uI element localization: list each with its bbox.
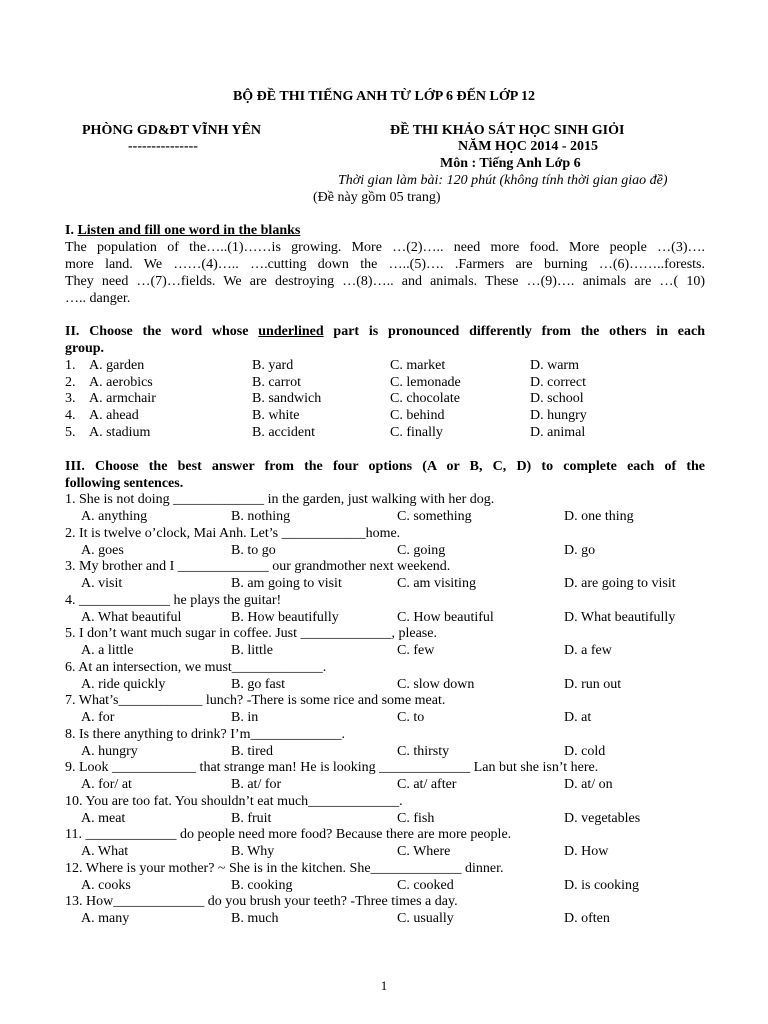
passage-line-4: ….. danger. bbox=[65, 291, 131, 306]
page-number: 1 bbox=[380, 978, 388, 993]
question-options bbox=[65, 843, 725, 860]
question-stem: 2. It is twelve o’clock, Mai Anh. Let’s ____________home. bbox=[65, 525, 401, 541]
option-c: C. thirsty bbox=[397, 743, 450, 759]
section-2-heading bbox=[65, 323, 705, 340]
option-c: C. slow down bbox=[397, 676, 475, 692]
question-stem: 7. What’s____________ lunch? -There is some rice and some meat. bbox=[65, 693, 446, 708]
option-c: C. few bbox=[397, 643, 435, 658]
option-d: D. cold bbox=[564, 743, 606, 759]
item-number: 4. bbox=[65, 408, 76, 424]
question-stem: 4. _____________ he plays the guitar! bbox=[65, 592, 282, 608]
option-d: D. animal bbox=[530, 424, 586, 440]
option-c: C. market bbox=[390, 358, 446, 373]
section-1-number: I. bbox=[65, 223, 78, 238]
option-b: B. sandwich bbox=[252, 391, 322, 407]
question-stem: 11. _____________ do people need more food? Because there are more people. bbox=[65, 827, 512, 842]
question-options bbox=[65, 642, 725, 659]
section-2-title-part: part is pronounced differently from the others in each bbox=[323, 324, 705, 339]
passage-line-2: more land. We ……(4)….. ….cutting down the …..(5)…. .Farmers are burning …(6)……..forests. bbox=[65, 257, 705, 272]
option-b: B. cooking bbox=[231, 877, 293, 893]
question-stem: 1. She is not doing _____________ in the garden, just walking with her dog. bbox=[65, 492, 495, 507]
option-a: A. What bbox=[81, 844, 129, 859]
page-count-note: (Đề này gồm 05 trang) bbox=[313, 190, 441, 205]
section-2-title-underlined: underlined bbox=[258, 324, 324, 339]
option-a: A. garden bbox=[89, 358, 145, 373]
section-1-heading bbox=[65, 222, 705, 239]
option-b: B. in bbox=[231, 710, 259, 725]
option-a: A. What beautiful bbox=[81, 609, 182, 625]
option-d: D. is cooking bbox=[564, 877, 640, 893]
option-b: B. to go bbox=[231, 542, 276, 558]
option-d: D. vegetables bbox=[564, 810, 641, 826]
option-d: D. are going to visit bbox=[564, 576, 676, 591]
item-number: 2. bbox=[65, 374, 76, 390]
question-options bbox=[65, 709, 725, 726]
option-d: D. How bbox=[564, 844, 609, 859]
item-number: 5. bbox=[65, 424, 76, 440]
option-a: A. for/ at bbox=[81, 777, 132, 792]
option-c: C. going bbox=[397, 542, 446, 558]
option-b: B. little bbox=[231, 643, 273, 658]
section-3-heading-cont: following sentences. bbox=[65, 476, 184, 491]
question-stem: 5. I don’t want much sugar in coffee. Just _____________, please. bbox=[65, 626, 437, 641]
section-3-heading: III. Choose the best answer from the four options (A or B, C, D) to complete each of the bbox=[65, 459, 705, 474]
option-d: D. What beautifully bbox=[564, 609, 676, 625]
option-c: C. finally bbox=[390, 424, 443, 440]
option-d: D. warm bbox=[530, 358, 579, 373]
section-2-title-part: II. Choose the word whose bbox=[65, 324, 259, 339]
option-b: B. white bbox=[252, 408, 300, 424]
option-a: A. anything bbox=[81, 509, 148, 524]
option-a: A. visit bbox=[81, 576, 123, 591]
option-c: C. lemonade bbox=[390, 374, 461, 390]
option-d: D. often bbox=[564, 911, 610, 926]
question-stem: 9. Look ____________ that strange man! He is looking _____________ Lan but she isn’t here. bbox=[65, 760, 599, 775]
option-a: A. goes bbox=[81, 542, 124, 558]
school-year: NĂM HỌC 2014 - 2015 bbox=[458, 139, 598, 154]
option-d: D. a few bbox=[564, 643, 612, 658]
option-b: B. nothing bbox=[231, 509, 291, 524]
section-2-heading-cont: group. bbox=[65, 341, 105, 356]
option-c: C. chocolate bbox=[390, 391, 460, 407]
option-a: A. many bbox=[81, 911, 130, 926]
option-b: B. accident bbox=[252, 424, 315, 440]
question-options bbox=[65, 877, 725, 894]
exam-name: ĐỀ THI KHẢO SÁT HỌC SINH GIỎI bbox=[390, 123, 625, 138]
option-d: D. correct bbox=[530, 374, 586, 390]
question-options bbox=[65, 542, 725, 559]
passage-line-3: They need …(7)…fields. We are destroying …(8)….. and animals. These …(9)…. animals are …( 10) bbox=[65, 274, 705, 289]
option-d: D. school bbox=[530, 391, 584, 407]
option-b: B. tired bbox=[231, 743, 273, 759]
option-c: C. behind bbox=[390, 408, 445, 424]
question-stem: 6. At an intersection, we must_____________. bbox=[65, 659, 327, 675]
department-rule: --------------- bbox=[128, 139, 198, 154]
question-options bbox=[65, 676, 725, 693]
option-b: B. am going to visit bbox=[231, 576, 342, 591]
question-stem: 8. Is there anything to drink? I’m_____________. bbox=[65, 726, 345, 742]
option-a: A. a little bbox=[81, 643, 134, 658]
option-c: C. at/ after bbox=[397, 777, 457, 792]
option-a: A. meat bbox=[81, 810, 126, 826]
option-c: C. usually bbox=[397, 911, 454, 926]
option-a: A. ahead bbox=[89, 408, 139, 424]
subject-line: Môn : Tiếng Anh Lớp 6 bbox=[440, 156, 581, 171]
pronunciation-item bbox=[65, 424, 725, 441]
question-options bbox=[65, 508, 725, 525]
question-stem: 3. My brother and I _____________ our grandmother next weekend. bbox=[65, 559, 451, 574]
option-d: D. at/ on bbox=[564, 777, 613, 792]
question-options bbox=[65, 910, 725, 927]
option-a: A. hungry bbox=[81, 743, 138, 759]
time-allowed: Thời gian làm bài: 120 phút (không tính thời gian giao đề) bbox=[338, 173, 668, 188]
option-d: D. one thing bbox=[564, 509, 634, 524]
option-b: B. Why bbox=[231, 844, 275, 859]
option-d: D. go bbox=[564, 542, 596, 558]
item-number: 3. bbox=[65, 391, 76, 407]
option-d: D. run out bbox=[564, 676, 622, 692]
question-options bbox=[65, 575, 725, 592]
pronunciation-item bbox=[65, 390, 725, 407]
question-stem: 13. How_____________ do you brush your teeth? -Three times a day. bbox=[65, 894, 458, 909]
question-stem: 10. You are too fat. You shouldn’t eat much_____________. bbox=[65, 793, 403, 809]
option-d: D. at bbox=[564, 710, 592, 725]
item-number: 1. bbox=[65, 358, 76, 373]
option-b: B. much bbox=[231, 911, 279, 926]
question-options bbox=[65, 743, 725, 760]
question-options bbox=[65, 810, 725, 827]
option-b: B. How beautifully bbox=[231, 609, 339, 625]
option-a: A. cooks bbox=[81, 877, 131, 893]
question-options bbox=[65, 609, 725, 626]
section-1-title: Listen and fill one word in the blanks bbox=[77, 223, 301, 238]
option-d: D. hungry bbox=[530, 408, 587, 424]
option-b: B. carrot bbox=[252, 374, 301, 390]
option-b: B. fruit bbox=[231, 810, 272, 826]
option-a: A. ride quickly bbox=[81, 676, 166, 692]
question-stem: 12. Where is your mother? ~ She is in the kitchen. She_____________ dinner. bbox=[65, 860, 504, 876]
option-c: C. to bbox=[397, 710, 425, 725]
option-a: A. aerobics bbox=[89, 374, 153, 390]
passage-line-1: The population of the…..(1)……is growing. More …(2)….. need more food. More people …(3)…. bbox=[65, 240, 705, 255]
option-c: C. Where bbox=[397, 844, 451, 859]
option-a: A. armchair bbox=[89, 391, 156, 407]
option-b: B. go fast bbox=[231, 676, 286, 692]
option-b: B. yard bbox=[252, 358, 294, 373]
option-c: C. cooked bbox=[397, 877, 454, 893]
department-name: PHÒNG GD&ĐT VĨNH YÊN bbox=[82, 123, 262, 138]
option-c: C. am visiting bbox=[397, 576, 476, 591]
pronunciation-item bbox=[65, 374, 725, 391]
option-c: C. How beautiful bbox=[397, 609, 494, 625]
option-c: C. fish bbox=[397, 810, 435, 826]
option-c: C. something bbox=[397, 509, 472, 524]
document-title: BỘ ĐỀ THI TIẾNG ANH TỪ LỚP 6 ĐẾN LỚP 12 bbox=[232, 89, 536, 104]
pronunciation-item bbox=[65, 407, 725, 424]
option-a: A. for bbox=[81, 710, 115, 725]
option-a: A. stadium bbox=[89, 424, 151, 440]
pronunciation-item bbox=[65, 357, 725, 374]
option-b: B. at/ for bbox=[231, 777, 282, 792]
question-options bbox=[65, 776, 725, 793]
